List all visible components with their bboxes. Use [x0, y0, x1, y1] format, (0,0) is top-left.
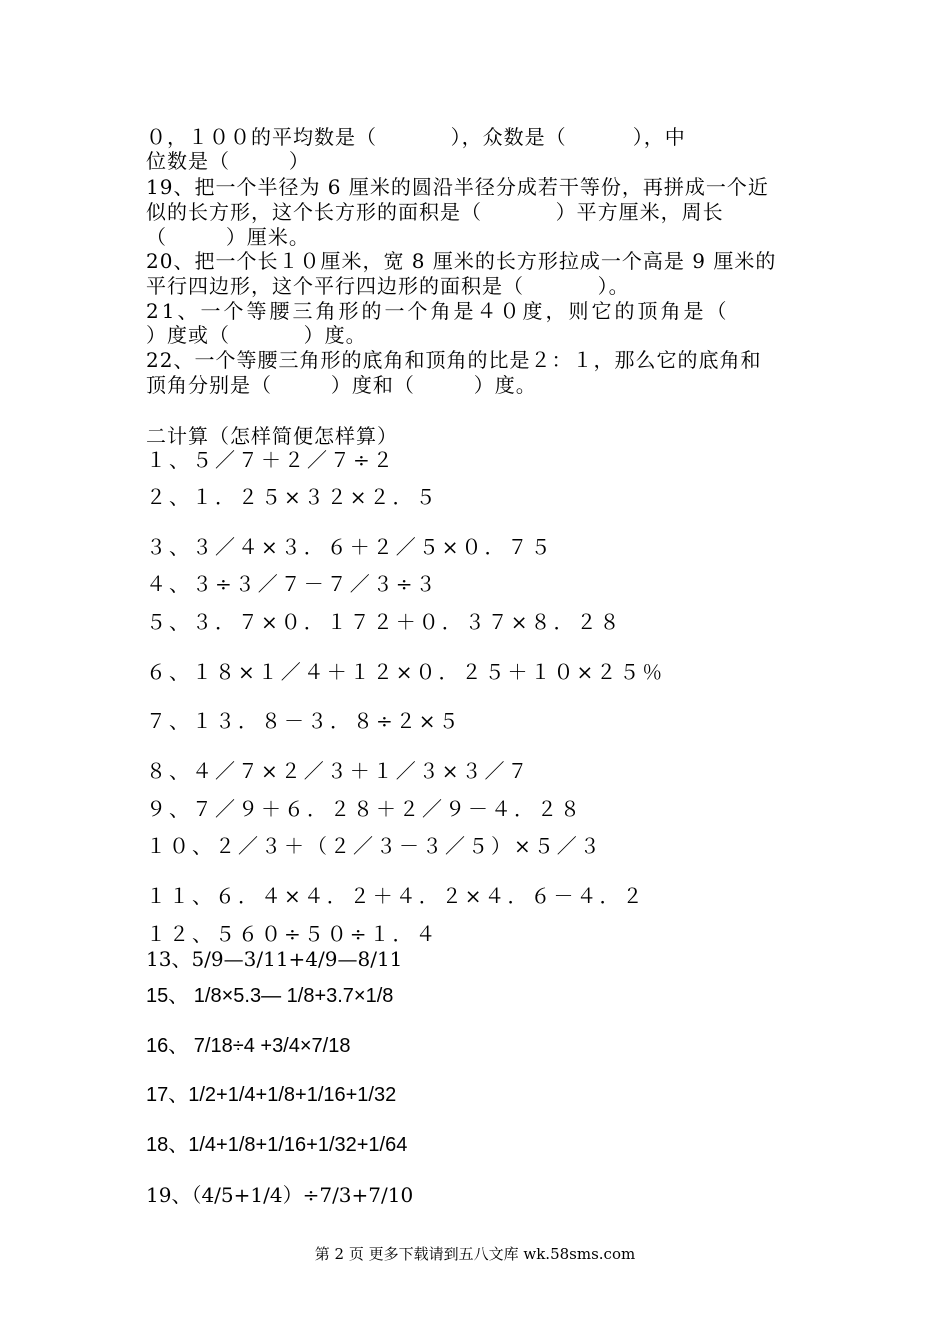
question-19-line-2: 似的长方形，这个长方形的面积是（ ）平方厘米，周长 [146, 200, 724, 224]
calc-item-16: 16、 7/18÷4 +3/4×7/18 [146, 1035, 351, 1057]
calc-item-17: 17、1/2+1/4+1/8+1/16+1/32 [146, 1084, 397, 1106]
calc-item-11: １１、６．４×４．２＋４．２×４．６－４．２ [146, 884, 646, 908]
question-19-line-3: （ ）厘米。 [146, 225, 310, 249]
calc-item-7: ７、１３．８－３．８÷２×５ [146, 709, 462, 733]
calc-item-2: ２、１．２５×３２×２．５ [146, 485, 439, 509]
calc-item-18: 18、1/4+1/8+1/16+1/32+1/64 [146, 1134, 408, 1156]
calc-item-4: ４、３÷３／７－７／３÷３ [146, 572, 439, 596]
question-20-line-2: 平行四边形，这个平行四边形的面积是（ ）。 [146, 274, 630, 298]
calc-item-5: ５、３．７×０．１７２＋０．３７×８．２８ [146, 610, 623, 634]
question-18-line-2: 位数是（ ） [146, 149, 310, 173]
question-22-line-2: 顶角分别是（ ）度和（ ）度。 [146, 373, 537, 397]
section-title: 二计算（怎样简便怎样算） [146, 424, 398, 448]
calc-item-6: ６、１８×１／４＋１２×０．２５＋１０×２５％ [146, 660, 666, 684]
calc-item-10: １０、２／３＋（２／３－３／５）×５／３ [146, 834, 603, 858]
calc-item-8: ８、４／７×２／３＋１／３×３／７ [146, 759, 531, 783]
calc-item-12: １２、５６０÷５０÷１．４ [146, 922, 439, 946]
question-22-line-1: 22、一个等腰三角形的底角和顶角的比是２：１，那么它的底角和 [146, 348, 762, 372]
calc-item-13: 13、5/9—3/11+4/9—8/11 [146, 947, 403, 971]
calc-item-19: 19、（4/5+1/4）÷7/3+7/10 [146, 1183, 414, 1207]
calc-item-3: ３、３／４×３．６＋２／５×０．７５ [146, 535, 554, 559]
question-21-line-2: ）度或（ ）度。 [146, 323, 367, 347]
calc-item-15: 15、 1/8×5.3— 1/8+3.7×1/8 [146, 985, 394, 1007]
question-19-line-1: 19、把一个半径为 6 厘米的圆沿半径分成若干等份，再拼成一个近 [146, 175, 769, 199]
calc-item-1: １、５／７＋２／７÷２ [146, 448, 396, 472]
question-21-line-1: 21、一个等腰三角形的一个角是４０度，则它的顶角是（ [146, 299, 730, 323]
question-18-line-1: ０，１００的平均数是（ ），众数是（ ），中 [146, 125, 686, 149]
calc-item-9: ９、７／９＋６．２８＋２／９－４．２８ [146, 797, 583, 821]
page-footer: 第 2 页 更多下载请到五八文库 wk.58sms.com [314, 1245, 636, 1263]
question-20-line-1: 20、把一个长１０厘米，宽 8 厘米的长方形拉成一个高是 9 厘米的 [146, 249, 777, 273]
